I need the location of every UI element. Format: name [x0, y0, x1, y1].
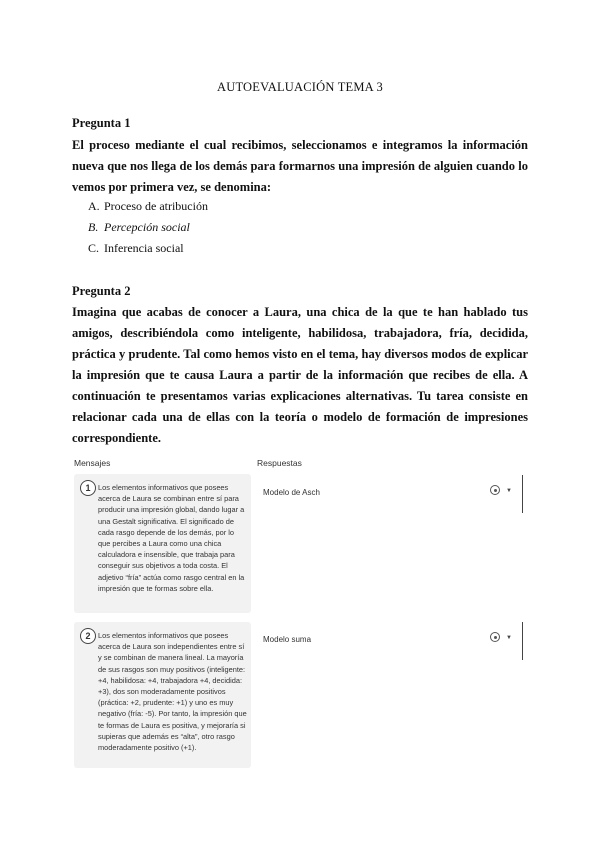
question-1-heading: Pregunta 1	[72, 116, 131, 130]
clear-icon[interactable]	[490, 632, 500, 642]
message-card-2	[74, 622, 251, 768]
option-a-letter: A.	[88, 199, 100, 213]
message-text: Los elementos informativos que posees acerca de Laura son independientes entre sí y se combinan de manera lineal. La mayoría de sus rasgos son muy positivos (inteligente: +4, habilidosa: +4, trabajadora +4, decidida: +3), dos son moderadamente positivos (práctica: +2, prudente: +1) y uno es muy negativo (fría: -5). Por tanto, la impresión que te formas de Laura es positiva, y mejoraría si supieras que además es “alta”, otro rasgo moderadamente positivo (+1).	[98, 631, 247, 753]
messages-column-header: Mensajes	[74, 458, 111, 468]
option-b	[88, 217, 208, 238]
option-c-label: Inferencia social	[104, 241, 184, 255]
chevron-down-icon[interactable]: ▼	[506, 635, 512, 641]
question-2-text: Imagina que acabas de conocer a Laura, una chica de la que te han hablado tus amigos, describiéndola como inteligente, habilidosa, trabajadora, fría, decidida, práctica y prudente. Tal como hemos visto en el tema, hay diversos modos de explicar la impresión que te causa Laura a partir de la información que recibes de ella. A continuación te presentamos varias explicaciones alternativas. Tu tarea consiste en relacionar cada una de ellas con la teoría o modelo de formación de impresiones correspondiente.	[72, 305, 528, 445]
option-c-letter: C.	[88, 241, 100, 255]
answer-select-value: Modelo suma	[263, 635, 312, 644]
message-text: Los elementos informativos que posees acerca de Laura se combinan entre sí para producir una impresión global, dando lugar a una Gestalt significativa. El significado de cada rasgo depende de los demás, por lo que percibes a Laura como una chica calculadora e insensible, que trabaja para conseguir sus objetivos a toda costa. El adjetivo “fría” actúa como rasgo central en la impresión que te formas sobre ella.	[98, 483, 245, 593]
answer-select-1[interactable]	[257, 475, 523, 513]
option-b-letter: B.	[88, 220, 99, 234]
option-a	[88, 196, 208, 217]
answers-column-header: Respuestas	[257, 458, 302, 468]
question-2-heading: Pregunta 2	[72, 284, 131, 298]
document-title: AUTOEVALUACIÓN TEMA 3	[216, 80, 383, 94]
message-number-badge: 1	[80, 480, 96, 496]
option-a-label: Proceso de atribución	[104, 199, 208, 213]
clear-icon[interactable]	[490, 485, 500, 495]
message-number-badge: 2	[80, 628, 96, 644]
answer-select-2[interactable]	[257, 622, 523, 660]
question-1-options	[88, 196, 208, 259]
option-b-label: Percepción social	[104, 220, 190, 234]
option-c	[88, 238, 208, 259]
message-card-1	[74, 474, 251, 613]
answer-select-value: Modelo de Asch	[263, 488, 320, 497]
chevron-down-icon[interactable]: ▼	[506, 488, 512, 494]
question-1-text: El proceso mediante el cual recibimos, seleccionamos e integramos la información nueva que nos llega de los demás para formarnos una impresión de alguien cuando lo vemos por primera vez, se denomina:	[72, 138, 528, 194]
